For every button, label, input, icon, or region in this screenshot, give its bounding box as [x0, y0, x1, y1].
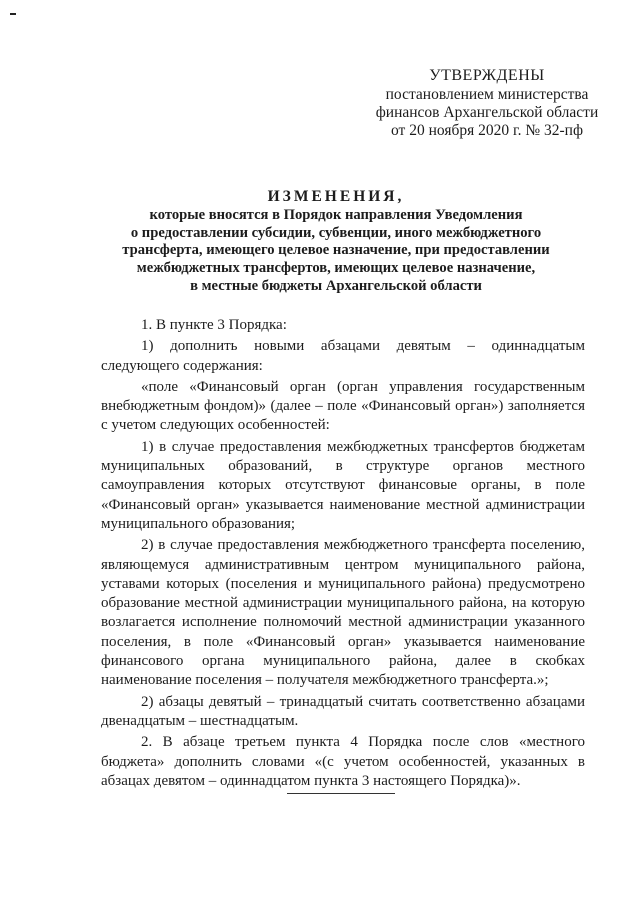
paragraph: «поле «Финансовый орган (орган управления государственным внебюджетным фондом)» (далее – поле «Финансовый орган») заполняется с учетом следующих особенностей:: [101, 378, 585, 434]
title-line: которые вносятся в Порядок направления Уведомления: [149, 206, 523, 223]
title-line: о предоставлении субсидии, субвенции, иного межбюджетного: [130, 224, 542, 241]
paragraph: 2) абзацы девятый – тринадцатый считать соответственно абзацами двенадцатым – шестнадцатым.: [101, 693, 585, 729]
end-separator-line: [287, 793, 395, 794]
paragraph: 2) в случае предоставления межбюджетного трансферта поселению, являющемуся административным центром муниципального района, уставами которых (поселения и муниципального района) предусмотрено образование местной администрации муниципального района, на которую возлагается исполнение полномочий местной администрации указанного поселения, в поле «Финансовый орган» указывается наименование финансового органа муниципального района, далее в скобках наименование поселения – получателя межбюджетного трансферта.»;: [101, 537, 585, 689]
approval-line-1: постановлением министерства: [385, 86, 589, 103]
approval-heading: УТВЕРЖДЕНЫ: [429, 67, 545, 84]
title-line: в местные бюджеты Архангельской области: [190, 277, 482, 294]
title-line: межбюджетных трансфертов, имеющих целевое назначение,: [136, 260, 536, 277]
document-body: [101, 316, 585, 793]
title-line: трансферта, имеющего целевое назначение, при предоставлении: [122, 242, 550, 259]
document-title: [96, 188, 576, 296]
paragraph: 1) в случае предоставления межбюджетных трансфертов бюджетам муниципальных образований, в структуре органов местного самоуправления которых отсутствуют финансовые органы, в поле «Финансовый орган» указывается наименование местной администрации муниципального образования;: [101, 438, 585, 532]
approval-line-3: от 20 ноября 2020 г. № 32-пф: [391, 122, 583, 139]
approval-stamp: [352, 67, 622, 140]
paragraph: 2. В абзаце третьем пункта 4 Порядка после слов «местного бюджета» дополнить словами «(с учетом особенностей, указанных в абзацах девятом – одиннадцатом пункта 3 настоящего Порядка)».: [101, 734, 585, 789]
title-heading: ИЗМЕНЕНИЯ,: [267, 188, 405, 205]
approval-line-2: финансов Архангельской области: [375, 104, 599, 121]
paragraph: 1) дополнить новыми абзацами девятым – одиннадцатым следующего содержания:: [101, 338, 585, 374]
scan-mark: [10, 13, 16, 15]
paragraph: 1. В пункте 3 Порядка:: [141, 317, 287, 333]
